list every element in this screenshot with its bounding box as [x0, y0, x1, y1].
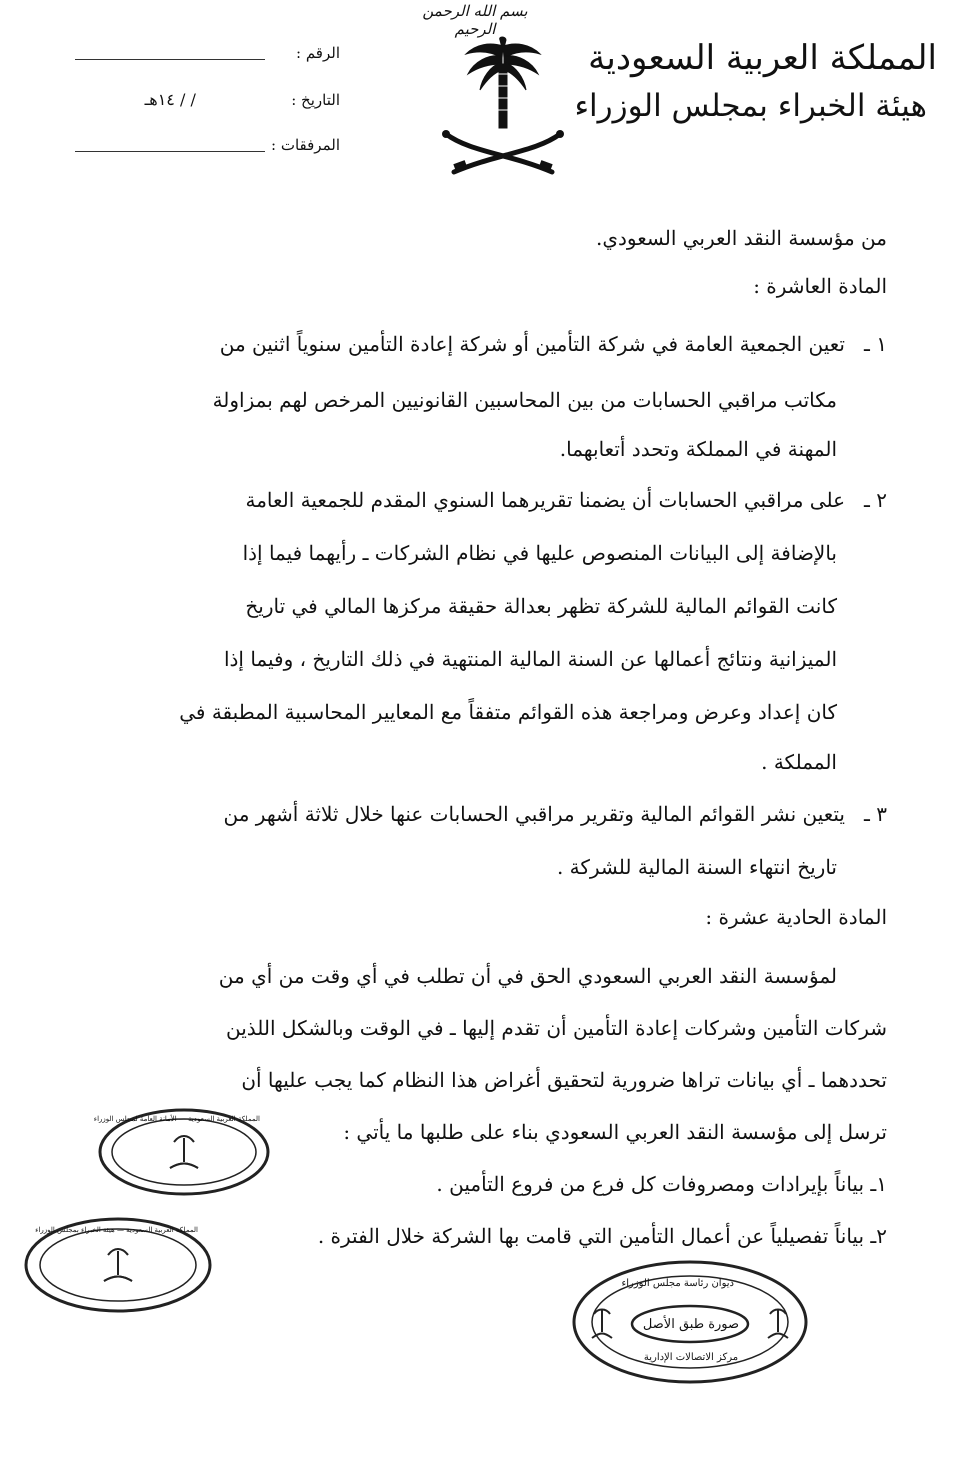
org-name-line2: هيئة الخبراء بمجلس الوزراء — [574, 88, 927, 124]
article-11-line-1: لمؤسسة النقد العربي السعودي الحق في أن تطلب في أي وقت من أي من — [218, 964, 837, 988]
article-10-item-1-line-1: تعين الجمعية العامة في شركة التأمين أو شركة إعادة التأمين سنوياً اثنين من — [219, 332, 845, 356]
ref-label: الرقم : — [296, 44, 340, 62]
date-value: / / ١٤هـ — [144, 90, 196, 109]
article-10-item-2-line-5: كان إعداد وعرض ومراجعة هذه القوائم متفقاً مع المعايير المحاسبية المطبقة في — [179, 700, 837, 724]
basmala: بسم الله الرحمن الرحيم — [422, 2, 528, 38]
stamp-1-text: المملكة العربية السعودية — الأمانة العامة لمجلس الوزراء — [93, 1115, 260, 1123]
intro-line: من مؤسسة النقد العربي السعودي. — [596, 226, 887, 250]
palm-swords-emblem-icon — [440, 34, 566, 184]
date-field — [60, 90, 340, 109]
date-label: التاريخ : — [291, 91, 340, 109]
stamp-3-bottom-text: مركز الاتصالات الإدارية — [643, 1352, 739, 1363]
ref-field — [60, 44, 340, 62]
article-10-item-2-line-4: الميزانية ونتائج أعمالها عن السنة المالية المنتهية في ذلك التاريخ ، وفيما إذا — [223, 647, 837, 671]
article-11-line-4: ترسل إلى مؤسسة النقد العربي السعودي بناء على طلبها ما يأتي : — [343, 1120, 887, 1144]
article-10-item-1-line-2: مكاتب مراقبي الحسابات من بين المحاسبين القانونيين المرخص لهم بمزاولة — [212, 388, 837, 412]
attachments-label: المرفقات : — [271, 136, 340, 154]
article-11-line-3: تحددهما ـ أي بيانات تراها ضرورية لتحقيق أغراض هذا النظام كما يجب عليها أن — [241, 1068, 887, 1092]
article-10-item-2-line-6: المملكة . — [761, 750, 837, 774]
article-11-item-1: ١ـ بياناً بإيرادات ومصروفات كل فرع من فروع التأمين . — [436, 1172, 887, 1196]
attachments-field — [60, 136, 340, 154]
article-10-item-3-line-1: يتعين نشر القوائم المالية وتقرير مراقبي الحسابات عنها خلال ثلاثة أشهر من — [223, 802, 845, 826]
article-11-line-2: شركات التأمين وشركات إعادة التأمين أن تقدم إليها ـ في الوقت وبالشكل اللذين — [226, 1016, 887, 1040]
article-10-item-2-line-1: على مراقبي الحسابات أن يضمنا تقريرهما السنوي المقدم للجمعية العامة — [245, 488, 845, 512]
article-10-item-3-number: ٣ ـ — [864, 802, 887, 826]
article-10-item-2-number: ٢ ـ — [864, 488, 887, 512]
org-name-line1: المملكة العربية السعودية — [588, 38, 937, 78]
article-10-item-2-line-2: بالإضافة إلى البيانات المنصوص عليها في نظام الشركات ـ رأيهما فيما إذا — [242, 541, 837, 565]
article-11-title: المادة الحادية عشرة : — [705, 905, 887, 929]
stamp-3-center-text: صورة طبق الأصل — [642, 1317, 740, 1332]
article-10-item-1-line-3: المهنة في المملكة وتحدد أتعابهما. — [559, 437, 837, 461]
article-10-item-1-number: ١ ـ — [864, 332, 887, 356]
stamp-3-top-text: ديوان رئاسة مجلس الوزراء — [621, 1278, 734, 1289]
ref-line — [75, 49, 265, 60]
article-10-item-2-line-3: كانت القوائم المالية للشركة تظهر بعدالة حقيقة مركزها المالي في تاريخ — [245, 594, 837, 618]
stamp-2-text: المملكة العربية السعودية — هيئة الخبراء بمجلس الوزراء — [35, 1226, 198, 1234]
article-10-title: المادة العاشرة : — [753, 274, 887, 298]
attachments-line — [75, 141, 265, 152]
article-10-item-3-line-2: تاريخ انتهاء السنة المالية للشركة . — [556, 855, 837, 879]
article-11-item-2: ٢ـ بياناً تفصيلياً عن أعمال التأمين التي قامت بها الشركة خلال الفترة . — [317, 1224, 887, 1248]
